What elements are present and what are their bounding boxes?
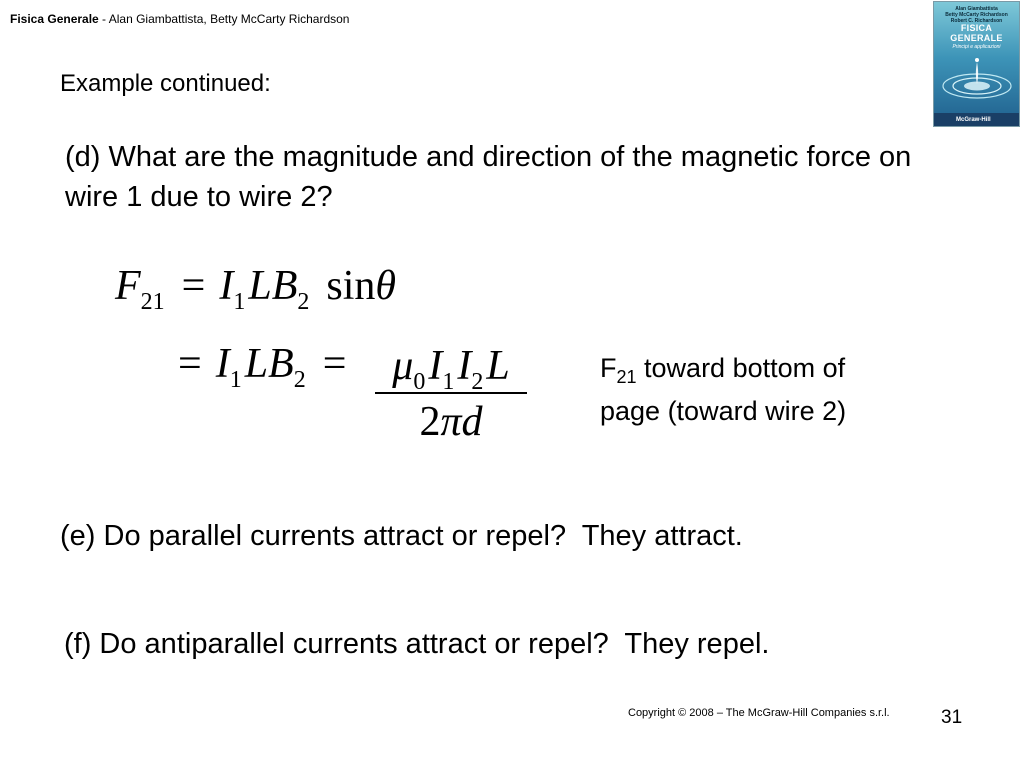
- question-d: (d) What are the magnitude and direction of the magnetic force on wire 1 due to wire 2?: [65, 141, 912, 213]
- note-line2: page (toward wire 2): [600, 396, 847, 426]
- book-authors: - Alan Giambattista, Betty McCarty Richardson: [98, 12, 350, 26]
- num-current2-subscript: 2: [471, 369, 484, 395]
- note-line1: [600, 348, 846, 391]
- eq1-force-subscript: 21: [140, 289, 165, 315]
- copyright-footer: Copyright © 2008 – The McGraw-Hill Companies s.r.l.: [628, 707, 890, 719]
- eq1-field-subscript: 2: [297, 289, 310, 315]
- den-pi: π: [440, 399, 462, 445]
- num-length: L: [486, 343, 510, 389]
- num-current2: I: [457, 343, 472, 389]
- note-force-symbol: F: [600, 353, 617, 383]
- eq2-current-subscript: 1: [229, 367, 242, 393]
- question-f: (f) Do antiparallel currents attract or repel? They repel.: [64, 628, 770, 660]
- book-cover-image: [933, 1, 1020, 127]
- direction-note: [600, 348, 846, 431]
- equation-field: [178, 340, 347, 393]
- eq2-equals-second: =: [322, 341, 347, 387]
- eq1-current-subscript: 1: [233, 289, 246, 315]
- eq1-length-field: LB: [248, 263, 298, 309]
- book-header: [10, 12, 349, 26]
- eq1-sin: sin: [326, 263, 376, 309]
- eq2-equals: =: [178, 341, 202, 387]
- den-distance: d: [461, 399, 483, 445]
- cover-subtitle: Principi e applicazioni: [952, 44, 1001, 50]
- num-current1-subscript: 1: [442, 369, 455, 395]
- eq1-theta: θ: [375, 263, 397, 309]
- slide-subtitle: Example continued:: [60, 70, 271, 97]
- eq2-field-subscript: 2: [293, 367, 306, 393]
- fraction-denominator: [375, 394, 527, 446]
- eq1-equals: =: [181, 263, 206, 309]
- eq2-current-symbol: I: [215, 341, 230, 387]
- publisher-logo: McGraw-Hill: [956, 117, 991, 123]
- mu-symbol: μ: [392, 343, 414, 389]
- mu-subscript: 0: [413, 369, 426, 395]
- den-two: 2: [419, 399, 441, 445]
- eq1-current-symbol: I: [219, 263, 234, 309]
- equation-fraction: [375, 340, 527, 446]
- cover-title: FISICA GENERALE: [950, 23, 1003, 43]
- num-current1: I: [428, 343, 443, 389]
- equation-force: [115, 262, 397, 315]
- note-line1-text: toward bottom of: [636, 353, 846, 383]
- book-title: Fisica Generale: [10, 12, 99, 26]
- eq2-length-field: LB: [244, 341, 294, 387]
- publisher-bar: [934, 113, 1019, 126]
- note-force-subscript: 21: [616, 367, 637, 387]
- water-splash-graphic: [940, 56, 1015, 111]
- eq1-force-symbol: F: [115, 263, 141, 309]
- question-e: (e) Do parallel currents attract or repel? They attract.: [60, 520, 743, 552]
- fraction-numerator: [375, 340, 527, 395]
- cover-authors: Alan Giambattista Betty McCarty Richardson Robert C. Richardson: [945, 6, 1008, 24]
- slide-number: 31: [941, 707, 963, 728]
